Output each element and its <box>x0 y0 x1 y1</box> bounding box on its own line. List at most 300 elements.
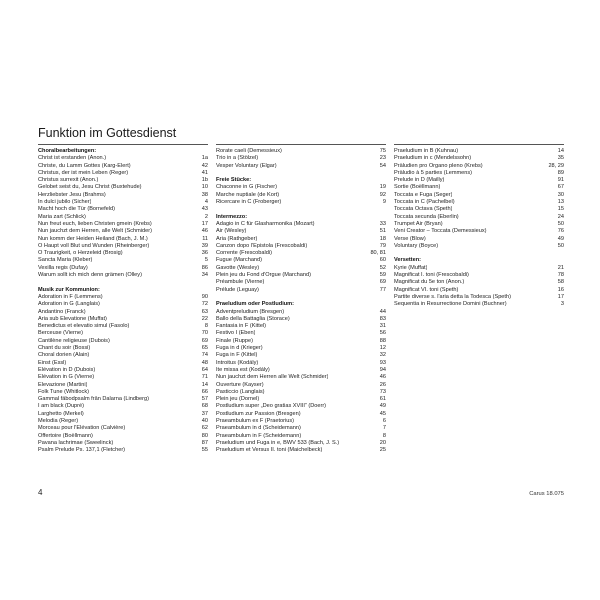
entry-title: Gavotte (Wesley) <box>216 264 260 271</box>
index-column-1 <box>38 144 208 454</box>
entry-number: 4 <box>204 199 208 206</box>
entry-title: Ite missa est (Kodály) <box>216 366 270 373</box>
section-gap <box>216 294 386 301</box>
entry-number: 87 <box>201 439 208 446</box>
entry-title: Introitus (Kodály) <box>216 359 259 366</box>
entry-number: 38 <box>201 191 208 198</box>
entry-title: Praeludium und Fuga in e, BWV 533 (Bach, J. S.) <box>216 439 340 446</box>
index-entry <box>38 206 208 213</box>
index-entry <box>38 389 208 396</box>
page-title: Funktion im Gottesdienst <box>38 126 177 140</box>
entry-number: 51 <box>379 228 386 235</box>
entry-number: 74 <box>201 352 208 359</box>
index-entry <box>394 243 564 250</box>
entry-title: In dulci jubilo (Sicher) <box>38 199 92 206</box>
entry-title: Psalm Prelude Ps. 137,1 (Fletcher) <box>38 447 126 454</box>
entry-title: Postludium super „Deo gratias XVIII“ (Doerr) <box>216 403 327 410</box>
entry-title: Nun freut euch, lieben Christen gmein (Krebs) <box>38 220 152 227</box>
index-entry <box>38 403 208 410</box>
entry-title: Aria sub Elevatione (Muffat) <box>38 315 107 322</box>
index-entry <box>216 447 386 454</box>
index-entry <box>216 272 386 279</box>
index-entry <box>216 155 386 162</box>
entry-number: 91 <box>557 177 564 184</box>
entry-number: 43 <box>201 206 208 213</box>
entry-number: 25 <box>379 447 386 454</box>
index-entry <box>38 265 208 272</box>
section-gap <box>38 279 208 286</box>
index-entry <box>216 433 386 440</box>
entry-title: Toccata e Fuga (Seger) <box>394 191 453 198</box>
index-entry <box>38 323 208 330</box>
index-entry <box>38 396 208 403</box>
entry-title: Kyrie (Muffat) <box>394 264 428 271</box>
entry-title: Ballo della Battaglia (Storace) <box>216 315 290 322</box>
entry-title: Adoration in F (Lemmens) <box>38 293 103 300</box>
index-entry <box>216 418 386 425</box>
publisher-footer: Carus 18.075 <box>529 491 564 497</box>
entry-title: Sortie (Boëllmann) <box>394 184 441 191</box>
entry-title: Fuga in d (Krieger) <box>216 345 263 352</box>
entry-number: 32 <box>379 352 386 359</box>
index-entry <box>394 301 564 308</box>
entry-title: Toccata secunda (Eberlin) <box>394 213 459 220</box>
entry-title: Toccata Octava (Speth) <box>394 206 453 213</box>
index-entry <box>394 192 564 199</box>
entry-number: 5 <box>204 257 208 264</box>
entry-title: Air (Wesley) <box>216 228 247 235</box>
entry-number: 13 <box>557 199 564 206</box>
index-entry <box>38 301 208 308</box>
index-entry <box>38 228 208 235</box>
entry-title: Partite diverse s. l'aria detta la Todesca (Speth) <box>394 293 511 300</box>
index-entry <box>394 148 564 155</box>
entry-title: Gelobet seist du, Jesu Christ (Buxtehude) <box>38 184 142 191</box>
index-entry <box>38 163 208 170</box>
entry-title: Préambule (Vierne) <box>216 279 265 286</box>
entry-title: Präludien pro Organo pleno (Krebs) <box>394 162 483 169</box>
entry-number: 41 <box>201 169 208 176</box>
entry-number: 11 <box>202 235 208 242</box>
entry-title: Pasticcio (Langlais) <box>216 388 265 395</box>
entry-title: Benedictus et elevatio simul (Fasolo) <box>38 323 130 330</box>
entry-number: 80, 81 <box>370 250 386 257</box>
entry-title: Präludio à 5 parties (Lemmens) <box>394 169 473 176</box>
entry-number: 54 <box>379 162 386 169</box>
entry-number: 10 <box>201 184 208 191</box>
index-entry <box>394 170 564 177</box>
entry-title: I am black (Dupré) <box>38 403 85 410</box>
entry-number: 63 <box>201 308 208 315</box>
entry-number: 7 <box>382 425 386 432</box>
index-entry <box>38 214 208 221</box>
entry-title: Sequentia in Resurrectione Domini (Buchner) <box>394 301 507 308</box>
entry-title: Fantasia in F (Kittel) <box>216 323 267 330</box>
entry-title: Toccata in C (Pachelbel) <box>394 199 455 206</box>
index-entry <box>216 199 386 206</box>
section-heading: Musik zur Kommunion: <box>38 286 100 293</box>
entry-number: 46 <box>379 374 386 381</box>
index-entry <box>216 338 386 345</box>
entry-number: 40 <box>201 417 208 424</box>
entry-title: Plein jeu du Fond d'Orgue (Marchand) <box>216 272 311 279</box>
entry-number: 48 <box>201 359 208 366</box>
index-entry <box>38 257 208 264</box>
entry-number: 59 <box>379 272 386 279</box>
index-entry <box>38 440 208 447</box>
entry-number: 22 <box>201 315 208 322</box>
entry-number: 94 <box>379 366 386 373</box>
section-gap <box>216 170 386 177</box>
index-entry <box>38 374 208 381</box>
entry-title: Gammal fäbodpsalm från Dalarna (Lindberg) <box>38 396 149 403</box>
entry-title: Adoration in G (Langlais) <box>38 301 100 308</box>
index-entry <box>216 243 386 250</box>
entry-number: 6 <box>382 417 386 424</box>
entry-title: Berceuse (Vierne) <box>38 330 83 337</box>
entry-title: Magnificat I. toni (Frescobaldi) <box>394 272 469 279</box>
entry-title: O Traurigkeit, o Herzeleid (Brosig) <box>38 250 123 257</box>
entry-number: 79 <box>379 242 386 249</box>
entry-number: 77 <box>379 286 386 293</box>
index-entry <box>38 170 208 177</box>
index-entry <box>216 265 386 272</box>
entry-title: Praeludium in B (Kuhnau) <box>394 148 459 154</box>
entry-title: Fuga in F (Kittel) <box>216 352 258 359</box>
index-entry <box>38 236 208 243</box>
index-entry <box>38 184 208 191</box>
entry-number: 23 <box>379 155 386 162</box>
index-entry <box>38 294 208 301</box>
entry-number: 9 <box>382 199 386 206</box>
entry-number: 33 <box>379 220 386 227</box>
entry-number: 15 <box>557 206 564 213</box>
index-entry <box>38 243 208 250</box>
entry-title: Ouverture (Kayser) <box>216 381 264 388</box>
entry-number: 58 <box>557 279 564 286</box>
index-entry <box>216 316 386 323</box>
entry-number: 71 <box>201 374 208 381</box>
index-entry <box>38 345 208 352</box>
index-entry <box>216 287 386 294</box>
section-gap <box>216 206 386 213</box>
entry-number: 49 <box>379 403 386 410</box>
index-entry <box>216 236 386 243</box>
entry-number: 44 <box>379 308 386 315</box>
index-entry <box>216 345 386 352</box>
entry-number: 17 <box>201 220 208 227</box>
index-entry <box>38 221 208 228</box>
entry-number: 37 <box>201 410 208 417</box>
entry-title: Sancta Maria (Kleber) <box>38 257 93 264</box>
entry-number: 14 <box>557 148 564 154</box>
index-entry <box>216 403 386 410</box>
entry-number: 49 <box>557 235 564 242</box>
index-entry <box>216 389 386 396</box>
entry-title: Praeludium et Versus II. toni (Maichelbeck) <box>216 447 323 454</box>
entry-number: 50 <box>557 242 564 249</box>
entry-title: Corrente (Frescobaldi) <box>216 250 272 257</box>
entry-title: Nun komm der Heiden Heiland (Bach, J. M.) <box>38 235 148 242</box>
entry-number: 21 <box>557 264 564 271</box>
entry-number: 66 <box>201 388 208 395</box>
entry-number: 39 <box>201 242 208 249</box>
entry-title: Melodia (Reger) <box>38 417 79 424</box>
entry-title: Warum sollt ich mich denn grämen (Olley) <box>38 272 142 279</box>
entry-title: Élévation in G (Vierne) <box>38 374 95 381</box>
entry-title: Nun jauchzt dem Herren, alle Welt (Schmider) <box>38 228 152 235</box>
entry-number: 8 <box>204 323 208 330</box>
entry-number: 46 <box>201 228 208 235</box>
entry-number: 35 <box>557 155 564 162</box>
index-entry <box>394 287 564 294</box>
entry-number: 45 <box>379 410 386 417</box>
entry-number: 34 <box>201 272 208 279</box>
entry-number: 92 <box>379 191 386 198</box>
entry-number: 18 <box>379 235 386 242</box>
entry-title: Elevazione (Martini) <box>38 381 88 388</box>
index-column-2 <box>216 144 386 454</box>
entry-title: Verse (Blow) <box>394 235 426 242</box>
entry-title: Festivo I (Eben) <box>216 330 256 337</box>
entry-number: 14 <box>201 381 208 388</box>
entry-number: 17 <box>557 293 564 300</box>
entry-number: 56 <box>379 330 386 337</box>
index-entry <box>216 250 386 257</box>
index-entry <box>216 425 386 432</box>
index-entry <box>38 447 208 454</box>
entry-number: 12 <box>379 345 386 352</box>
entry-title: Macht hoch die Tür (Bornefeld) <box>38 206 116 213</box>
entry-number: 64 <box>201 366 208 373</box>
entry-title: Offertoire (Boëllmann) <box>38 432 93 439</box>
entry-title: Postludium zur Passion (Bresgen) <box>216 410 301 417</box>
entry-title: Ricercare in C (Froberger) <box>216 199 282 206</box>
entry-title: Chant du soir (Bossi) <box>38 345 91 352</box>
index-entry <box>216 257 386 264</box>
entry-number: 69 <box>379 279 386 286</box>
index-entry <box>216 279 386 286</box>
index-entry <box>394 214 564 221</box>
section-heading: Intermezzo: <box>216 213 248 220</box>
entry-title: Veni Creator – Toccata (Demessieux) <box>394 228 487 235</box>
entry-number: 61 <box>379 396 386 403</box>
entry-number: 65 <box>201 345 208 352</box>
index-entry <box>216 367 386 374</box>
index-entry <box>38 199 208 206</box>
entry-number: 42 <box>201 162 208 169</box>
entry-number: 80 <box>201 432 208 439</box>
index-column-3 <box>394 144 564 309</box>
entry-number: 2 <box>204 213 208 220</box>
entry-title: Christ ist erstanden (Anon.) <box>38 155 107 162</box>
entry-number: 20 <box>379 439 386 446</box>
entry-number: 31 <box>379 323 386 330</box>
index-entry <box>216 440 386 447</box>
section-heading: Freie Stücke: <box>216 177 252 184</box>
entry-title: Chaconne in G (Fischer) <box>216 184 277 191</box>
entry-number: 73 <box>379 388 386 395</box>
index-entry <box>38 316 208 323</box>
section-gap <box>394 250 564 257</box>
entry-title: Finale (Ruppe) <box>216 337 253 344</box>
entry-number: 78 <box>557 272 564 279</box>
index-entry <box>394 199 564 206</box>
index-entry <box>38 330 208 337</box>
index-entry <box>216 382 386 389</box>
entry-title: Prélude (Leguay) <box>216 286 259 293</box>
entry-title: Praeambulum in d (Scheidemann) <box>216 425 301 432</box>
entry-title: Christus surrexit (Anon.) <box>38 177 99 184</box>
index-entry <box>216 163 386 170</box>
index-entry <box>216 228 386 235</box>
index-entry <box>394 279 564 286</box>
entry-number: 67 <box>557 184 564 191</box>
entry-number: 70 <box>201 330 208 337</box>
entry-title: Prelude in D (Mailly) <box>394 177 445 184</box>
entry-number: 69 <box>201 337 208 344</box>
index-entry <box>216 352 386 359</box>
index-entry <box>216 360 386 367</box>
entry-title: Fugue (Marchand) <box>216 257 263 264</box>
index-entry <box>38 382 208 389</box>
index-entry <box>394 177 564 184</box>
index-entry <box>216 221 386 228</box>
entry-number: 60 <box>379 257 386 264</box>
entry-number: 68 <box>201 403 208 410</box>
entry-number: 1a <box>201 155 208 162</box>
index-entry <box>38 411 208 418</box>
entry-title: Einst (Essl) <box>38 359 67 366</box>
index-entry <box>394 228 564 235</box>
index-entry <box>38 418 208 425</box>
entry-title: Magnificat VI. toni (Speth) <box>394 286 459 293</box>
index-entry <box>394 265 564 272</box>
index-entry <box>38 250 208 257</box>
entry-title: Morceau pour l'Élévation (Calvière) <box>38 425 126 432</box>
entry-number: 16 <box>557 286 564 293</box>
entry-number: 88 <box>379 337 386 344</box>
index-entry <box>216 396 386 403</box>
entry-title: Adventpreludium (Bresgen) <box>216 308 285 315</box>
entry-number: 36 <box>201 250 208 257</box>
index-entry <box>216 148 386 155</box>
index-entry <box>394 236 564 243</box>
entry-title: Canzon dopo l'Epistola (Frescobaldi) <box>216 242 308 249</box>
entry-number: 24 <box>557 213 564 220</box>
entry-title: Cantilène religieuse (Dubois) <box>38 337 110 344</box>
index-entry <box>216 184 386 191</box>
entry-number: 75 <box>379 148 386 154</box>
entry-title: Voluntary (Boyce) <box>394 242 439 249</box>
entry-title: Praeambulum ex F (Praetorius) <box>216 417 295 424</box>
entry-number: 72 <box>201 301 208 308</box>
entry-title: Plein jeu (Dornel) <box>216 396 260 403</box>
entry-number: 86 <box>201 264 208 271</box>
entry-title: Herzliebster Jesu (Brahms) <box>38 191 106 198</box>
entry-title: Aria (Rathgeber) <box>216 235 258 242</box>
index-entry <box>216 330 386 337</box>
index-entry <box>38 433 208 440</box>
entry-number: 62 <box>201 425 208 432</box>
entry-number: 26 <box>379 381 386 388</box>
entry-title: Christe, du Lamm Gottes (Karg-Elert) <box>38 162 131 169</box>
entry-number: 19 <box>379 184 386 191</box>
entry-title: Praeludium in c (Mendelssohn) <box>394 155 472 162</box>
entry-title: Folk Tune (Whitlock) <box>38 388 89 395</box>
entry-number: 89 <box>557 169 564 176</box>
entry-title: Magnificat du 5e ton (Anon.) <box>394 279 465 286</box>
entry-number: 55 <box>201 447 208 454</box>
entry-number: 90 <box>201 293 208 300</box>
entry-title: Choral dorien (Alain) <box>38 352 90 359</box>
index-entry <box>394 163 564 170</box>
entry-number: 8 <box>382 432 386 439</box>
entry-title: Praeambulum in F (Scheidemann) <box>216 432 302 439</box>
entry-title: Adagio in C für Glasharmonika (Mozart) <box>216 220 315 227</box>
index-entry <box>38 367 208 374</box>
entry-number: 30 <box>557 191 564 198</box>
index-entry <box>216 192 386 199</box>
entry-number: 28, 29 <box>548 162 564 169</box>
entry-title: Pavana lachrimae (Sweelinck) <box>38 439 114 446</box>
index-entry <box>394 272 564 279</box>
index-entry <box>38 309 208 316</box>
entry-title: Trumpet Air (Bryan) <box>394 220 443 227</box>
entry-title: Marche nuptiale (de Kort) <box>216 191 280 198</box>
entry-title: O Haupt voll Blut und Wunden (Rheinberger) <box>38 242 150 249</box>
entry-title: Nun jauchzt dem Herren alle Welt (Schmider) <box>216 374 329 381</box>
entry-title: Trio in a (Stölzel) <box>216 155 259 162</box>
entry-title: Vesper Voluntary (Elgar) <box>216 162 277 169</box>
index-entry <box>394 221 564 228</box>
index-entry <box>38 352 208 359</box>
index-entry <box>394 294 564 301</box>
index-entry <box>38 155 208 162</box>
index-entry <box>394 184 564 191</box>
index-entry <box>216 323 386 330</box>
section-heading: Choralbearbeitungen: <box>38 148 97 154</box>
index-entry <box>38 177 208 184</box>
entry-number: 83 <box>379 315 386 322</box>
index-entry <box>216 411 386 418</box>
index-entry <box>38 425 208 432</box>
section-heading: Versetten: <box>394 257 422 264</box>
entry-number: 76 <box>557 228 564 235</box>
page-number: 4 <box>38 488 43 497</box>
entry-title: Andantino (Franck) <box>38 308 86 315</box>
entry-title: Larghetto (Merkel) <box>38 410 84 417</box>
index-entry <box>38 272 208 279</box>
index-entry <box>38 360 208 367</box>
entry-title: Maria zart (Schlick) <box>38 213 86 220</box>
index-entry <box>216 309 386 316</box>
entry-title: Christus, der ist mein Leben (Reger) <box>38 169 129 176</box>
entry-number: 57 <box>201 396 208 403</box>
index-entry <box>38 192 208 199</box>
entry-number: 93 <box>379 359 386 366</box>
index-entry <box>38 338 208 345</box>
entry-number: 50 <box>557 220 564 227</box>
index-entry <box>394 155 564 162</box>
section-heading: Praeludium oder Postludium: <box>216 301 295 308</box>
entry-number: 52 <box>379 264 386 271</box>
index-entry <box>394 206 564 213</box>
entry-number: 3 <box>560 301 564 308</box>
entry-title: Vexilla regis (Dufay) <box>38 264 88 271</box>
entry-title: Rorate caeli (Demessieux) <box>216 148 282 154</box>
entry-number: 1b <box>201 177 208 184</box>
